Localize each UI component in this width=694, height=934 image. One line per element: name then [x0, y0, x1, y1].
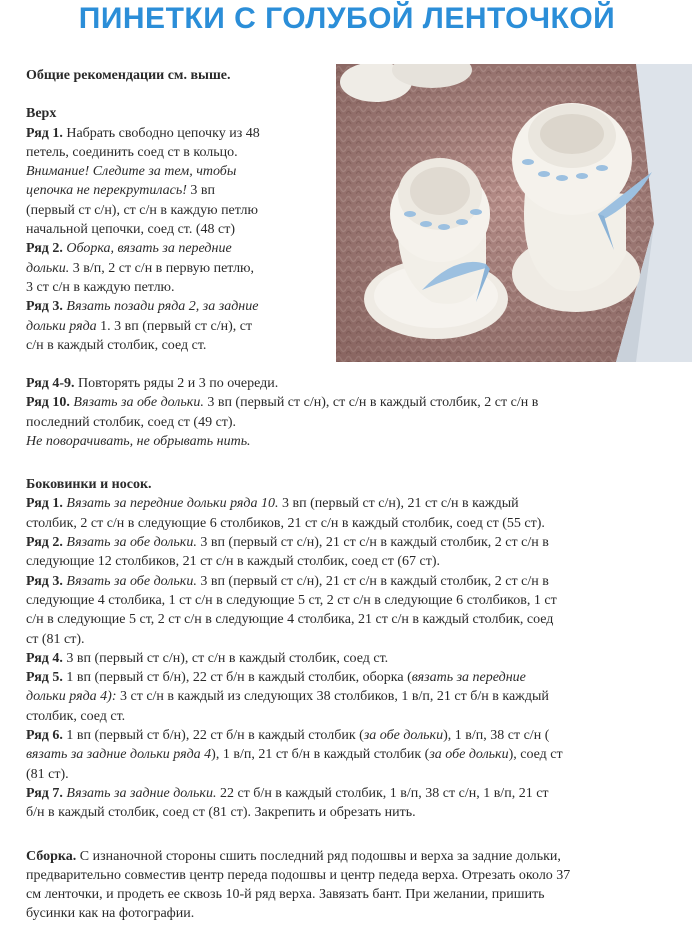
- section-heading-sides: Боковинки и носок.: [26, 477, 152, 493]
- row-4-9: Ряд 4-9. Повторять ряды 2 и 3 по очереди.: [26, 376, 279, 391]
- row-3-line-3: с/н в каждый столбик, соед ст.: [26, 337, 207, 353]
- lower-section: [26, 374, 694, 924]
- side-row-3-line-3: с/н в следующие 5 ст, 2 ст с/н в следующие 4 столбика, 21 ст с/н в каждый столбик, соед: [26, 612, 554, 628]
- side-row-4: Ряд 4. 3 вп (первый ст с/н), ст с/н в каждый столбик, соед ст.: [26, 650, 389, 666]
- upper-section: [26, 66, 326, 355]
- side-row-3-line-2: следующие 4 столбика, 1 ст с/н в следующие 5 ст, 2 ст с/н в следующие 6 столбиков, 1 ст: [26, 592, 557, 608]
- side-row-1-line-1: Ряд 1. Вязать за передние дольки ряда 10. 3 вп (первый ст с/н), 21 ст с/н в каждый: [26, 496, 519, 512]
- side-row-3-line-1: Ряд 3. Вязать за обе дольки. 3 вп (первый ст с/н), 21 ст с/н в каждый столбик, 2 ст с/н в: [26, 573, 549, 589]
- side-row-6-line-2: вязать за задние дольки ряда 4), 1 в/п, 21 ст б/н в каждый столбик (за обе дольки), соед ст: [26, 747, 563, 763]
- side-row-5-line-3: столбик, соед ст.: [26, 708, 126, 724]
- side-row-2-line-1: Ряд 2. Вязать за обе дольки. 3 вп (первый ст с/н), 21 ст с/н в каждый столбик, 2 ст с/н в: [26, 535, 549, 551]
- row-10-note: Не поворачивать, не обрывать нить.: [26, 433, 251, 449]
- row-1-warning-2: цепочка не перекрутилась! 3 вп: [26, 183, 215, 199]
- side-row-5-line-1: Ряд 5. 1 вп (первый ст б/н), 22 ст б/н в каждый столбик, оборка (вязать за передние: [26, 670, 526, 686]
- side-row-3-line-4: ст (81 ст).: [26, 631, 85, 647]
- row-1-line-2: петель, соединить соед ст в кольцо.: [26, 144, 238, 160]
- row-10-line-1: Ряд 10. Вязать за обе дольки. 3 вп (первый ст с/н), ст с/н в каждый столбик, 2 ст с/н в: [26, 395, 539, 411]
- row-2-line-1: Ряд 2. Оборка, вязать за передние: [26, 241, 232, 257]
- side-row-6-line-3: (81 ст).: [26, 766, 69, 782]
- assembly-line-1: Сборка. С изнаночной стороны сшить последний ряд подошвы и верха за задние дольки,: [26, 848, 561, 864]
- row-3-line-1: Ряд 3. Вязать позади ряда 2, за задние: [26, 299, 259, 315]
- row-1-line-6: начальной цепочки, соед ст. (48 ст): [26, 222, 236, 238]
- booties-illustration: [336, 64, 692, 362]
- side-row-2-line-2: следующие 12 столбиков, 21 ст с/н в каждый столбик, соед ст (67 ст).: [26, 554, 440, 570]
- row-10-line-2: последний столбик, соед ст (49 ст).: [26, 414, 237, 430]
- section-heading-top: Верх: [26, 106, 57, 122]
- row-3-line-2: дольки ряда 1. 3 вп (первый ст с/н), ст: [26, 318, 253, 334]
- row-2-line-2: дольки. 3 в/п, 2 ст с/н в первую петлю,: [26, 260, 255, 276]
- row-1-line-5: (первый ст с/н), ст с/н в каждую петлю: [26, 202, 258, 218]
- side-row-5-line-2: дольки ряда 4): 3 ст с/н в каждый из следующих 38 столбиков, 1 в/п, 21 ст б/н в каждый: [26, 689, 549, 705]
- side-row-1-line-2: столбик, 2 ст с/н в следующие 6 столбиков, 21 ст с/н в каждый столбик, соед ст (55 ст).: [26, 515, 545, 531]
- side-row-7-line-2: б/н в каждый столбик, соед ст (81 ст). Закрепить и обрезать нить.: [26, 805, 416, 821]
- assembly-line-3: см ленточки, и продеть ее сквозь 10-й ряд верха. Завязать бант. При желании, пришить: [26, 887, 545, 903]
- row-1-line-1: Ряд 1. Набрать свободно цепочку из 48: [26, 125, 260, 141]
- booties-photo: [336, 64, 692, 362]
- intro-text: Общие рекомендации см. выше.: [26, 68, 231, 83]
- side-row-7-line-1: Ряд 7. Вязать за задние дольки. 22 ст б/н в каждый столбик, 1 в/п, 38 ст с/н, 1 в/п, 21 ст: [26, 785, 549, 801]
- assembly-line-2: предварительно совместив центр переда подошвы и центр педеда верха. Отрезать около 37: [26, 867, 571, 883]
- row-1-warning-1: Внимание! Следите за тем, чтобы: [26, 164, 237, 180]
- assembly-line-4: бусинки как на фотографии.: [26, 906, 195, 922]
- side-row-6-line-1: Ряд 6. 1 вп (первый ст б/н), 22 ст б/н в каждый столбик (за обе дольки), 1 в/п, 38 ст с/н (: [26, 728, 550, 744]
- row-2-line-3: 3 ст с/н в каждую петлю.: [26, 279, 175, 295]
- page-title: ПИНЕТКИ С ГОЛУБОЙ ЛЕНТОЧКОЙ: [78, 2, 616, 35]
